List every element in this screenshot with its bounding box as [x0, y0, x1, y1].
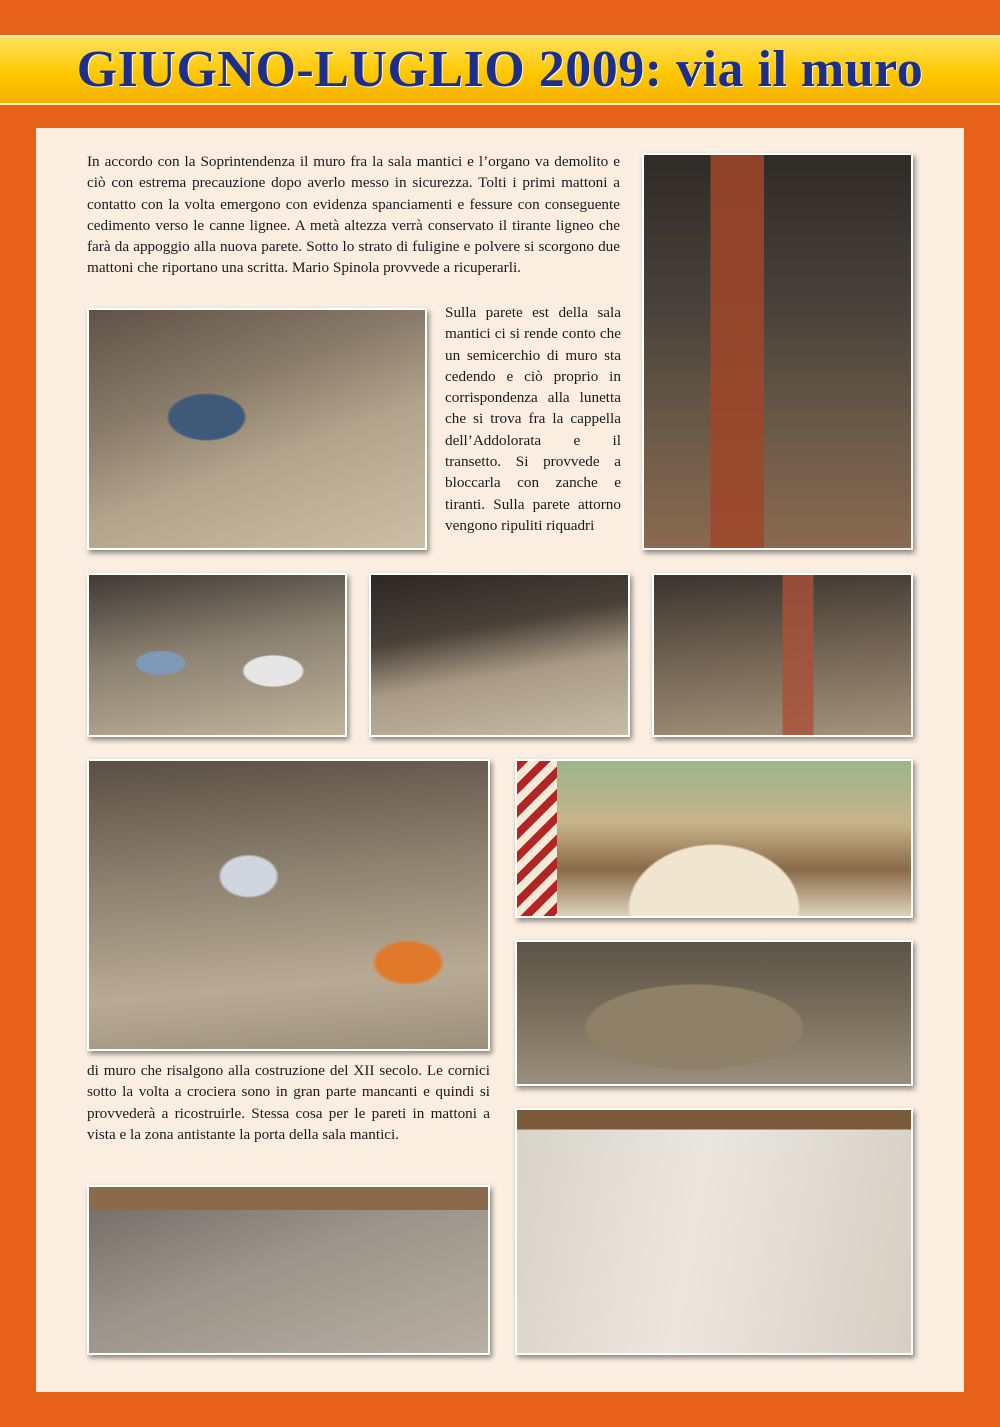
photo-vault-cornices — [87, 1185, 490, 1355]
photo-restored-plastered-wall — [515, 1108, 913, 1355]
page-title: GIUGNO-LUGLIO 2009: via il muro — [76, 41, 924, 98]
title-band — [0, 35, 1000, 105]
photo-brick-wall-corridor — [642, 153, 913, 550]
photo-two-workers-demolition — [87, 573, 347, 737]
photo-painted-arch-lunette — [515, 759, 913, 918]
photo-semicircle-wall — [515, 940, 913, 1086]
photo-team-on-scaffold — [87, 759, 490, 1051]
photo-worker-chiseling-wall — [87, 308, 427, 550]
photo-stepped-wall-vault — [369, 573, 630, 737]
photo-three-workers-wall — [652, 573, 913, 737]
continuation-paragraph: di muro che risalgono alla costruzione del XII secolo. Le cornici sotto la volta a crociera sono in gran parte mancanti e quindi si provvederà a ricostruirle. Stessa cosa per le pareti in mattoni a vista e la zona antistante la porta della sala mantici. — [87, 1062, 490, 1143]
column-paragraph: Sulla parete est della sala mantici ci si rende conto che un semicerchio di muro sta cedendo e ciò proprio in corrispondenza alla lunetta che si trova fra la cappella dell’Addolorata e il transetto. Si provvede a bloccarla con zanche e tiranti. Sulla parete attorno vengono ripuliti riquadri — [445, 304, 621, 534]
intro-paragraph: In accordo con la Soprintendenza il muro fra la sala mantici e l’organo va demolito e ciò con estrema precauzione dopo averlo messo in sicurezza. Tolti i primi mattoni a contatto con la volta emergono con evidenza spanciamenti e fessure con conseguente cedimento verso le canne lignee. A metà altezza verrà conservato il tirante ligneo che farà da appoggio alla nuova parete. Sotto lo strato di fuligine e polvere si scorgono due mattoni che riportano una scritta. Mario Spinola provvede a ricuperarli. — [87, 153, 620, 277]
